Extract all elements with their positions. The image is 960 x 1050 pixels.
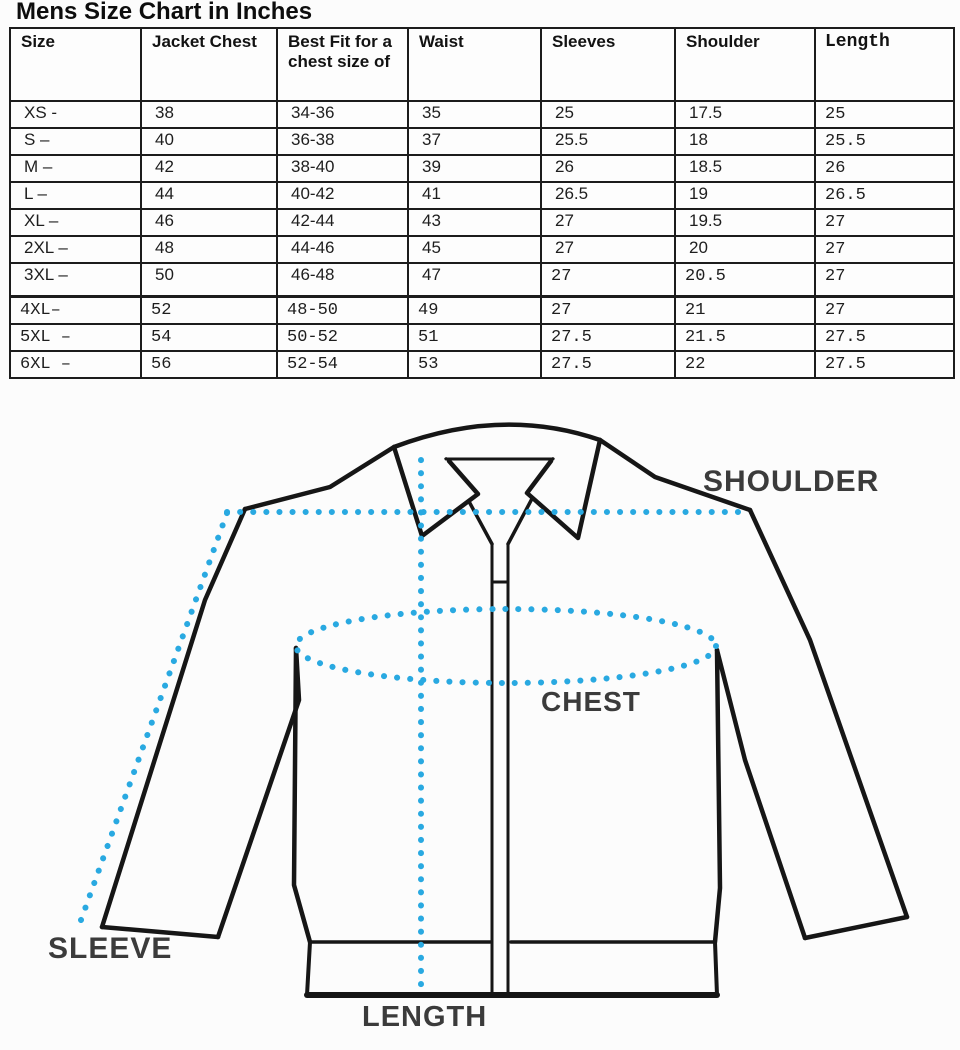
table-row — [10, 324, 954, 351]
value-cell: 51 — [408, 324, 541, 351]
value-cell: 27.5 — [541, 324, 675, 351]
value-cell: 26 — [815, 155, 954, 182]
size-cell: 2XL – — [10, 236, 141, 263]
value-cell: 27 — [541, 236, 675, 263]
value-cell: 54 — [141, 324, 277, 351]
left-sleeve-outer — [102, 509, 245, 927]
value-cell: 50-52 — [277, 324, 408, 351]
value-cell: 21 — [675, 297, 815, 325]
size-cell: L – — [10, 182, 141, 209]
table-row — [10, 351, 954, 378]
value-cell: 25.5 — [541, 128, 675, 155]
right-cuff — [805, 917, 907, 938]
value-cell: 27.5 — [815, 324, 954, 351]
waistband-sides — [307, 942, 717, 995]
value-cell: 46 — [141, 209, 277, 236]
value-cell: 44 — [141, 182, 277, 209]
value-cell: 44-46 — [277, 236, 408, 263]
value-cell: 52 — [141, 297, 277, 325]
value-cell: 20 — [675, 236, 815, 263]
column-header: Jacket Chest — [141, 28, 277, 101]
value-cell: 21.5 — [675, 324, 815, 351]
value-cell: 25 — [815, 101, 954, 128]
column-header: Size — [10, 28, 141, 101]
value-cell: 19 — [675, 182, 815, 209]
size-cell: 6XL – — [10, 351, 141, 378]
value-cell: 35 — [408, 101, 541, 128]
value-cell: 40-42 — [277, 182, 408, 209]
size-cell: M – — [10, 155, 141, 182]
value-cell: 56 — [141, 351, 277, 378]
value-cell: 27 — [815, 209, 954, 236]
value-cell: 27 — [815, 236, 954, 263]
value-cell: 53 — [408, 351, 541, 378]
length-label: LENGTH — [362, 1001, 488, 1033]
value-cell: 50 — [141, 263, 277, 297]
sleeve-measure-line — [81, 513, 227, 920]
value-cell: 39 — [408, 155, 541, 182]
left-body-edge — [294, 648, 310, 942]
value-cell: 34-36 — [277, 101, 408, 128]
table-row — [10, 128, 954, 155]
value-cell: 45 — [408, 236, 541, 263]
size-cell: 4XL– — [10, 297, 141, 325]
value-cell: 27 — [541, 209, 675, 236]
chest-measure-ellipse — [296, 609, 716, 683]
left-shoulder-seam — [245, 447, 394, 509]
column-header: Shoulder — [675, 28, 815, 101]
value-cell: 27 — [815, 263, 954, 297]
sleeve-label: SLEEVE — [48, 932, 173, 965]
value-cell: 25 — [541, 101, 675, 128]
table-row — [10, 209, 954, 236]
size-chart-table — [9, 27, 955, 379]
value-cell: 42 — [141, 155, 277, 182]
value-cell: 27 — [541, 263, 675, 297]
value-cell: 36-38 — [277, 128, 408, 155]
value-cell: 26.5 — [541, 182, 675, 209]
table-row — [10, 297, 954, 325]
table-row — [10, 236, 954, 263]
value-cell: 37 — [408, 128, 541, 155]
value-cell: 27 — [815, 297, 954, 325]
table-row — [10, 155, 954, 182]
value-cell: 26.5 — [815, 182, 954, 209]
value-cell: 49 — [408, 297, 541, 325]
value-cell: 18.5 — [675, 155, 815, 182]
size-cell: S – — [10, 128, 141, 155]
column-header: Length — [815, 28, 954, 101]
jacket-outline-svg — [0, 380, 960, 1050]
value-cell: 20.5 — [675, 263, 815, 297]
header-row — [10, 28, 954, 101]
value-cell: 38-40 — [277, 155, 408, 182]
size-cell: 5XL – — [10, 324, 141, 351]
value-cell: 38 — [141, 101, 277, 128]
jacket-measurement-diagram — [0, 380, 960, 1050]
left-sleeve-inner — [218, 648, 299, 937]
collar-top — [394, 425, 600, 447]
value-cell: 43 — [408, 209, 541, 236]
size-cell: XL – — [10, 209, 141, 236]
value-cell: 46-48 — [277, 263, 408, 297]
value-cell: 48 — [141, 236, 277, 263]
value-cell: 19.5 — [675, 209, 815, 236]
page-title: Mens Size Chart in Inches — [16, 0, 313, 25]
table-row — [10, 182, 954, 209]
value-cell: 47 — [408, 263, 541, 297]
size-cell: 3XL – — [10, 263, 141, 297]
value-cell: 48-50 — [277, 297, 408, 325]
shoulder-label: SHOULDER — [703, 465, 880, 498]
value-cell: 42-44 — [277, 209, 408, 236]
column-header: Waist — [408, 28, 541, 101]
right-sleeve-inner — [717, 650, 805, 938]
measurement-lines — [81, 460, 745, 991]
value-cell: 40 — [141, 128, 277, 155]
table-row — [10, 101, 954, 128]
value-cell: 18 — [675, 128, 815, 155]
value-cell: 41 — [408, 182, 541, 209]
table-row — [10, 263, 954, 297]
right-sleeve-outer — [750, 510, 907, 917]
value-cell: 27 — [541, 297, 675, 325]
right-body-edge — [715, 650, 720, 942]
size-cell: XS - — [10, 101, 141, 128]
value-cell: 27.5 — [541, 351, 675, 378]
column-header: Best Fit for a chest size of — [277, 28, 408, 101]
chest-label: CHEST — [541, 686, 641, 717]
value-cell: 26 — [541, 155, 675, 182]
value-cell: 27.5 — [815, 351, 954, 378]
size-chart-table-container — [9, 27, 953, 379]
value-cell: 52-54 — [277, 351, 408, 378]
value-cell: 22 — [675, 351, 815, 378]
value-cell: 17.5 — [675, 101, 815, 128]
value-cell: 25.5 — [815, 128, 954, 155]
column-header: Sleeves — [541, 28, 675, 101]
